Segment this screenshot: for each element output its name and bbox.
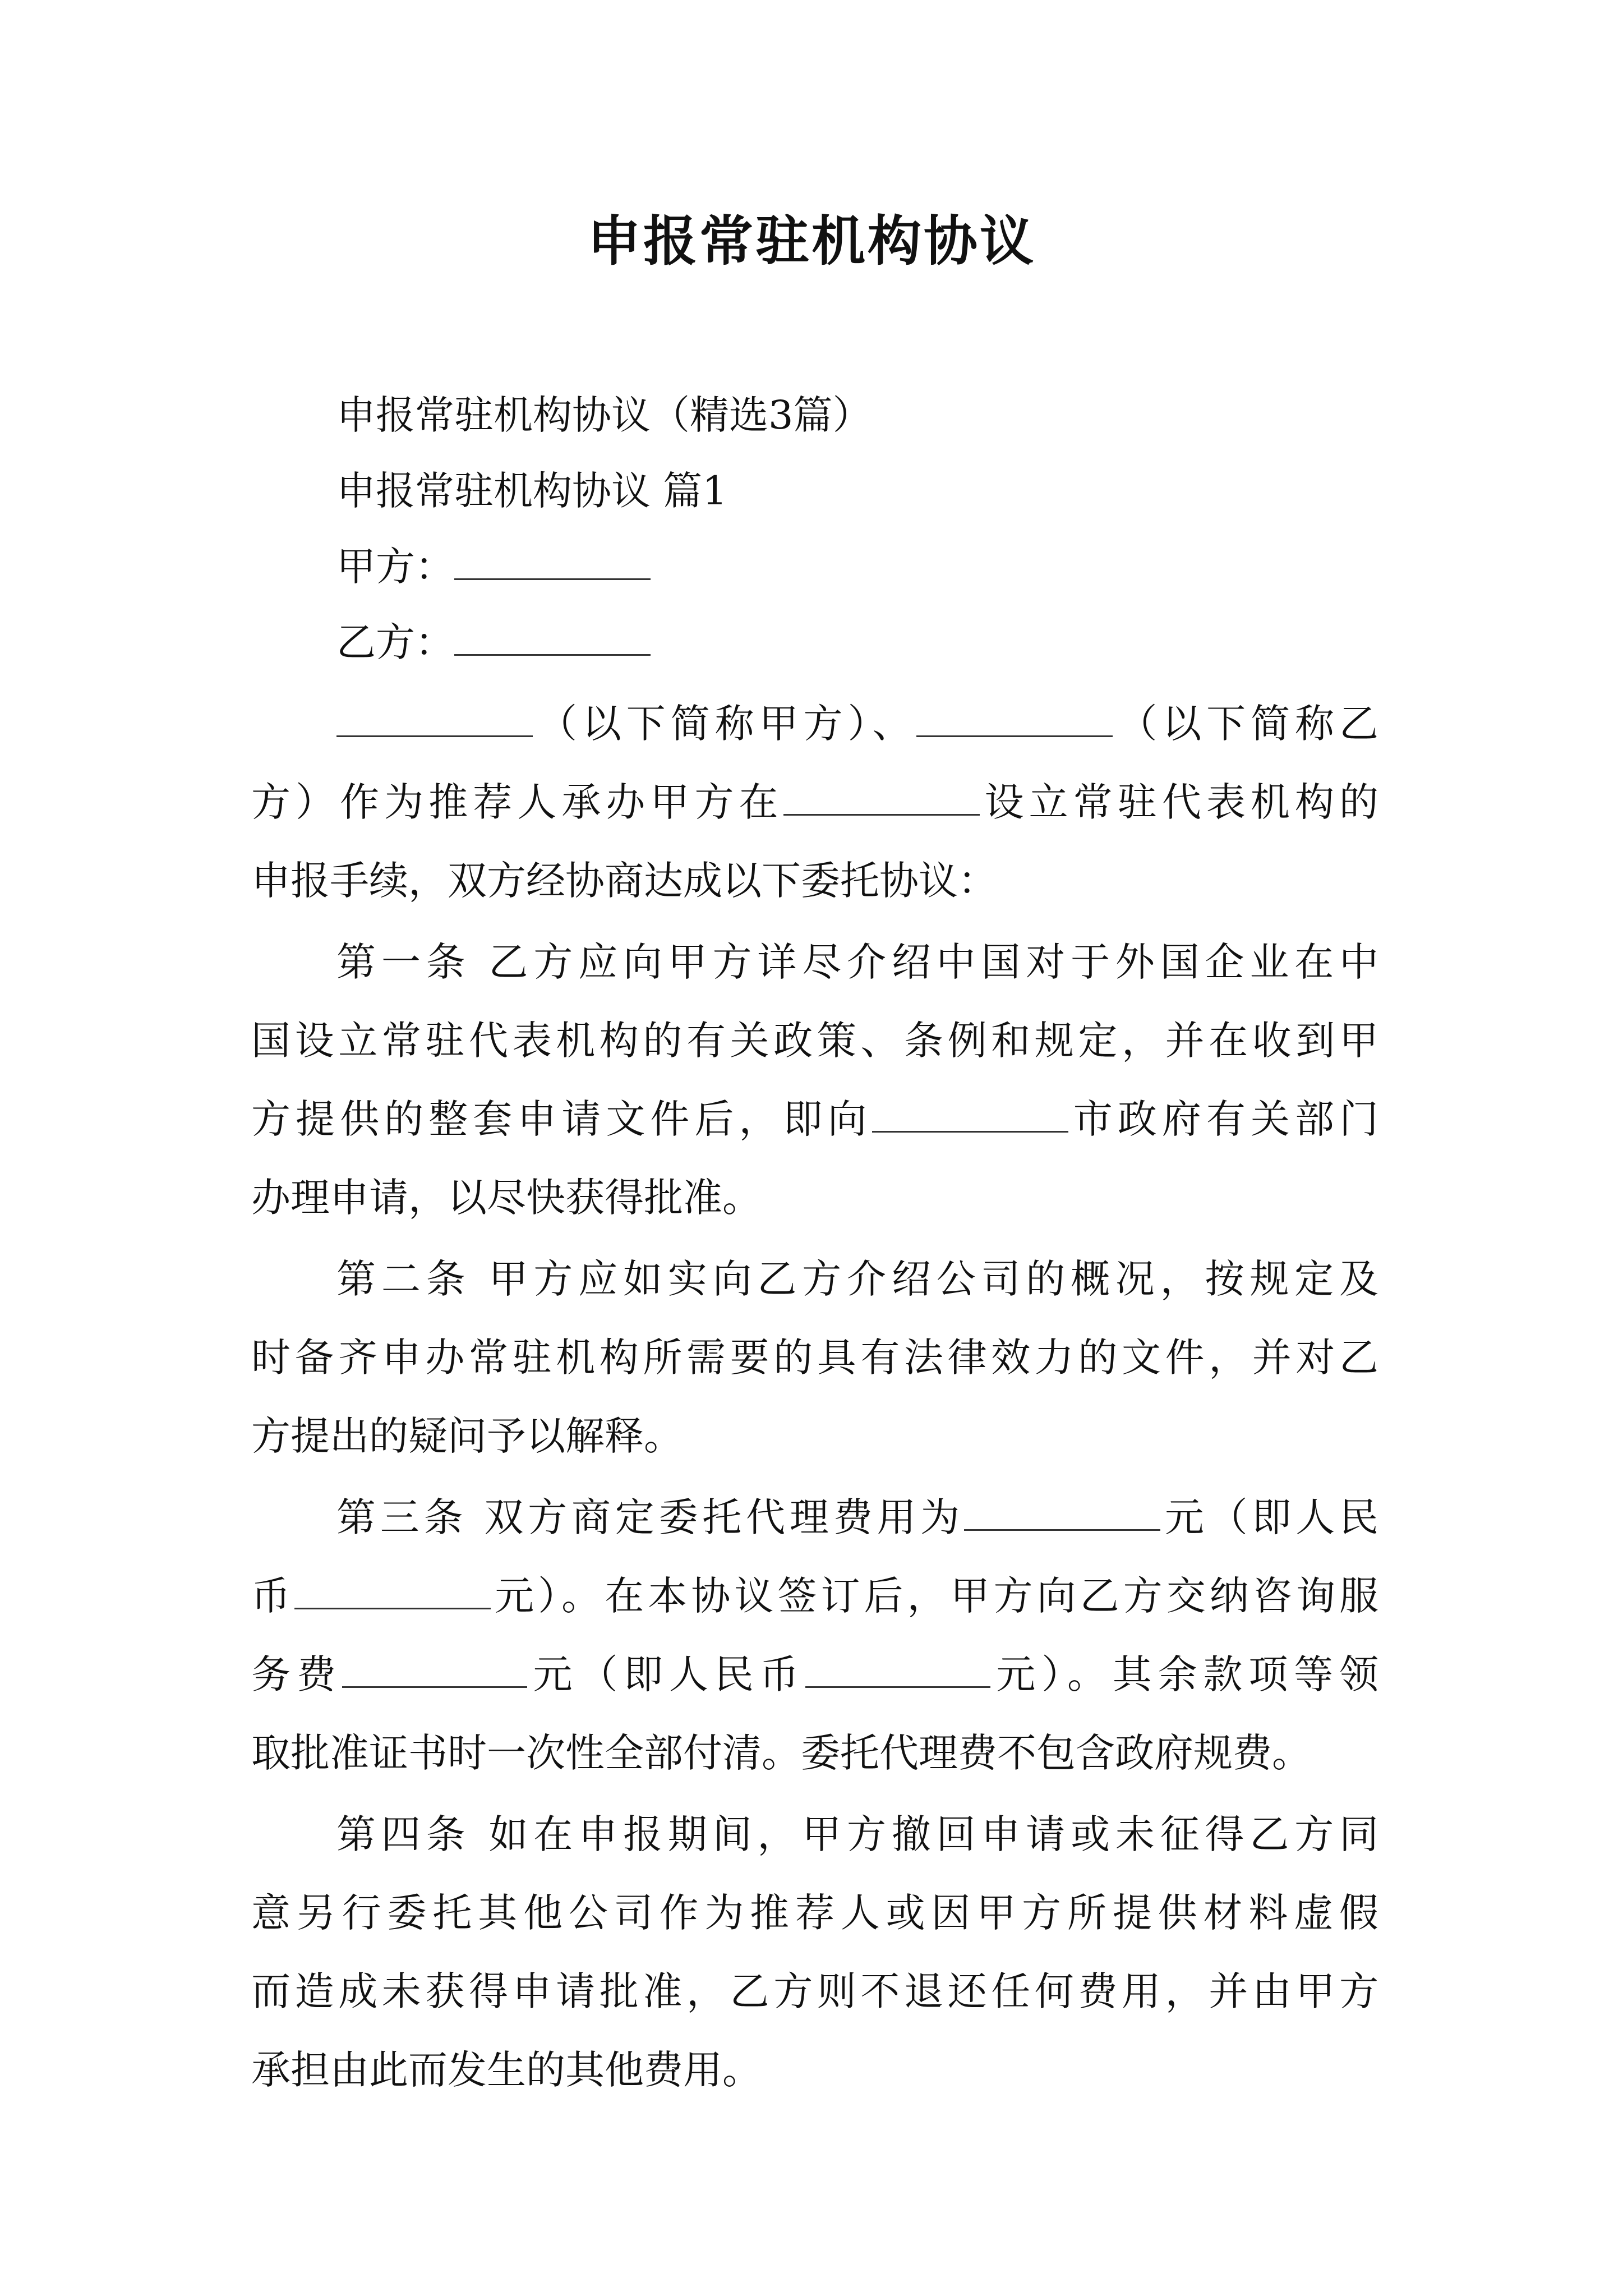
party-b-blank bbox=[454, 620, 651, 656]
article-1-line-1: 第一条 乙方应向甲方详尽介绍中国对于外国企业在中 bbox=[336, 939, 1378, 985]
party-a-blank bbox=[454, 545, 651, 580]
intro-text: （以下简称甲方）、 bbox=[533, 701, 917, 747]
article-3-text: 币 bbox=[251, 1573, 295, 1619]
article-4-line-2: 意另行委托其他公司作为推荐人或因甲方所提供材料虚假 bbox=[251, 1890, 1378, 1936]
article-2-line-3: 方提出的疑问予以解释。 bbox=[251, 1413, 683, 1459]
article-3-text: 第三条 双方商定委托代理费用为 bbox=[336, 1494, 965, 1540]
article-1-blank-city bbox=[872, 1097, 1068, 1133]
article-2-line-2: 时备齐申办常驻机构所需要的具有法律效力的文件，并对乙 bbox=[251, 1335, 1378, 1381]
article-1-text: 市政府有关部门 bbox=[1068, 1096, 1379, 1142]
article-4-line-3: 而造成未获得申请批准，乙方则不退还任何费用，并由甲方 bbox=[251, 1968, 1378, 2014]
party-a-label: 甲方： bbox=[336, 544, 454, 590]
article-1-line-2: 国设立常驻代表机构的有关政策、条例和规定，并在收到甲 bbox=[251, 1018, 1378, 1064]
article-3-blank-consult-fee bbox=[342, 1653, 527, 1688]
article-3-blank-fee bbox=[964, 1496, 1160, 1531]
article-3-blank-consult-fee-rmb bbox=[805, 1653, 990, 1688]
article-3-text: 务费 bbox=[251, 1651, 342, 1697]
party-b-label: 乙方： bbox=[336, 619, 454, 665]
article-3-blank-fee-rmb bbox=[294, 1574, 491, 1609]
intro-text: 设立常驻代表机构的 bbox=[979, 779, 1379, 825]
article-3-text: 元）。在本协议签订后，甲方向乙方交纳咨询服 bbox=[491, 1573, 1379, 1619]
article-3-text: 元（即人民币 bbox=[527, 1651, 805, 1697]
intro-blank-party-a bbox=[336, 702, 533, 737]
intro-blank-location bbox=[783, 780, 980, 816]
document-title: 申报常驻机构协议 bbox=[587, 209, 1036, 273]
intro-line-3: 申报手续，双方经协商达成以下委托协议： bbox=[251, 858, 997, 904]
article-4-line-4: 承担由此而发生的其他费用。 bbox=[251, 2047, 762, 2093]
article-2-line-1: 第二条 甲方应如实向乙方介绍公司的概况，按规定及 bbox=[336, 1256, 1378, 1302]
section-heading: 申报常驻机构协议 篇1 bbox=[336, 468, 727, 514]
intro-text: 方）作为推荐人承办甲方在 bbox=[251, 779, 783, 825]
article-3-line-4: 取批准证书时一次性全部付清。委托代理费不包含政府规费。 bbox=[251, 1730, 1311, 1776]
article-4-line-1: 第四条 如在申报期间，甲方撤回申请或未征得乙方同 bbox=[336, 1811, 1378, 1857]
intro-text: （以下简称乙 bbox=[1113, 701, 1378, 747]
article-1-line-4: 办理申请，以尽快获得批准。 bbox=[251, 1175, 762, 1221]
intro-blank-party-b bbox=[916, 702, 1113, 737]
subtitle: 申报常驻机构协议（精选3篇） bbox=[336, 392, 872, 438]
article-1-text: 方提供的整套申请文件后，即向 bbox=[251, 1096, 872, 1142]
article-3-text: 元（即人民 bbox=[1160, 1494, 1378, 1540]
article-3-text: 元）。其余款项等领 bbox=[990, 1651, 1379, 1697]
